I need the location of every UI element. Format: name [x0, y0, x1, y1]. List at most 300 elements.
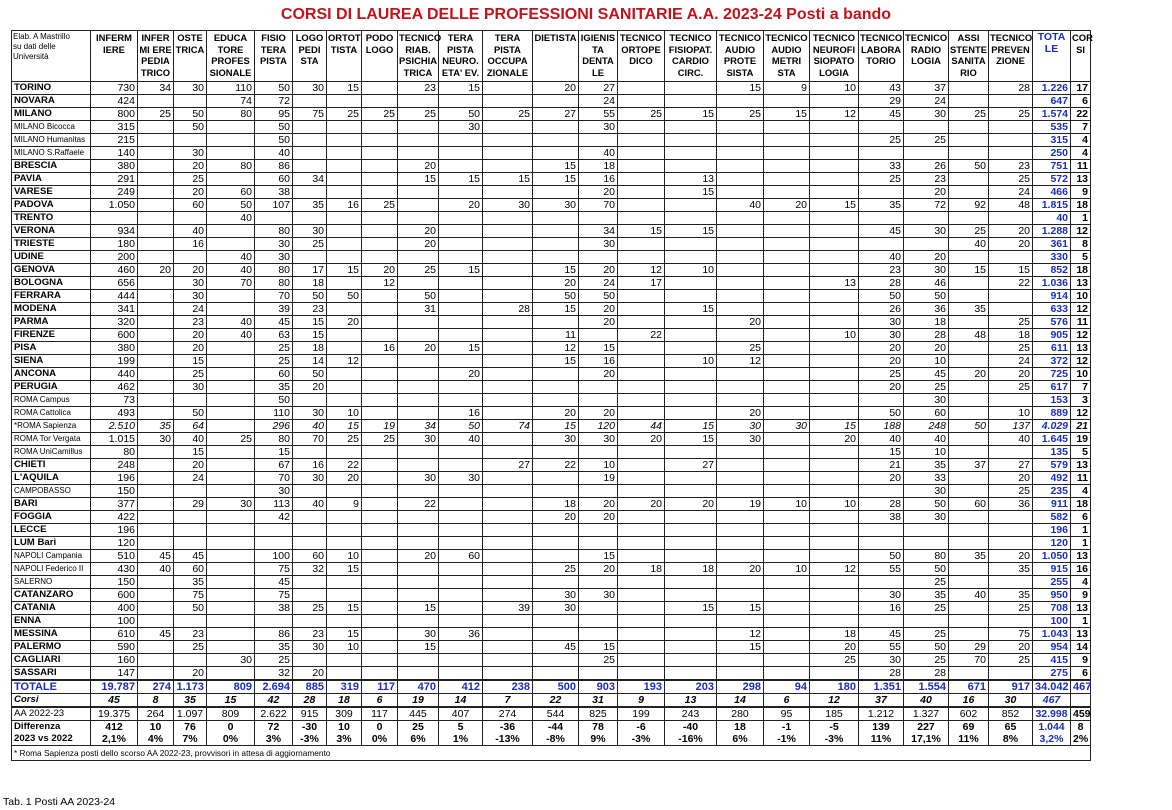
table-cell — [717, 589, 764, 602]
table-cell — [949, 472, 989, 485]
table-cell: 200 — [91, 251, 138, 264]
table-cell: 35 — [255, 381, 293, 394]
table-cell: 4 — [1071, 147, 1091, 160]
table-cell: 852 — [989, 707, 1033, 721]
table-cell: 10 — [810, 82, 859, 95]
table-cell — [483, 212, 533, 225]
table-cell — [665, 550, 717, 563]
row-label — [12, 459, 91, 472]
table-cell: 25 — [579, 654, 618, 667]
table-cell: 20 — [989, 550, 1033, 563]
table-cell: 24 — [904, 95, 949, 108]
table-cell — [483, 589, 533, 602]
table-cell — [618, 615, 665, 628]
table-cell — [293, 251, 327, 264]
table-cell: 16 — [362, 342, 398, 355]
table-cell — [138, 238, 174, 251]
table-cell: 602 — [949, 707, 989, 721]
table-cell: 16 — [327, 199, 362, 212]
table-cell: 28 — [483, 303, 533, 316]
table-cell — [665, 589, 717, 602]
table-cell: 25 — [904, 602, 949, 615]
table-cell: 610 — [91, 628, 138, 641]
table-cell: 16 — [949, 694, 989, 708]
table-row — [12, 134, 1091, 147]
table-cell — [665, 147, 717, 160]
table-cell: 45 — [859, 628, 904, 641]
table-cell — [293, 537, 327, 550]
table-cell: 915 — [1033, 563, 1071, 576]
row-label — [12, 342, 91, 355]
table-cell — [483, 147, 533, 160]
table-cell — [138, 316, 174, 329]
table-cell — [989, 511, 1033, 524]
table-row — [12, 368, 1091, 381]
table-cell — [362, 654, 398, 667]
table-cell — [665, 641, 717, 654]
table-cell — [138, 368, 174, 381]
table-cell: 20 — [717, 407, 764, 420]
table-cell: 4 — [1071, 485, 1091, 498]
table-cell — [439, 589, 483, 602]
table-cell: 15 — [439, 173, 483, 186]
table-cell: 20 — [717, 563, 764, 576]
table-cell: 15 — [949, 264, 989, 277]
table-cell: 15 — [665, 303, 717, 316]
table-cell: 20 — [174, 667, 207, 681]
table-cell — [579, 212, 618, 225]
table-cell: 25 — [255, 342, 293, 355]
table-row — [12, 511, 1091, 524]
table-cell — [138, 147, 174, 160]
table-cell — [579, 329, 618, 342]
table-cell: 40 — [207, 316, 255, 329]
row-label-text: PALERMO — [14, 641, 62, 652]
table-cell: 137 — [989, 420, 1033, 433]
table-cell: 94 — [764, 680, 810, 694]
table-row — [12, 641, 1091, 654]
table-row — [12, 82, 1091, 95]
table-cell — [362, 212, 398, 225]
table-cell — [665, 290, 717, 303]
table-cell — [717, 134, 764, 147]
table-cell — [174, 524, 207, 537]
table-cell: 33 — [904, 472, 949, 485]
table-cell — [949, 615, 989, 628]
table-cell — [618, 654, 665, 667]
table-cell — [859, 121, 904, 134]
table-cell — [138, 251, 174, 264]
table-cell: 1.044 3,2% — [1033, 721, 1071, 746]
table-row — [12, 108, 1091, 121]
table-cell — [618, 147, 665, 160]
table-cell: 444 — [91, 290, 138, 303]
table-cell: 15 — [327, 563, 362, 576]
row-label-text: PAVIA — [14, 173, 42, 184]
table-cell: 380 — [91, 342, 138, 355]
column-header: DIETISTA — [533, 31, 579, 82]
table-cell — [483, 485, 533, 498]
table-row — [12, 420, 1091, 433]
table-cell: 20 — [293, 381, 327, 394]
row-label — [12, 95, 91, 108]
table-cell — [810, 511, 859, 524]
table-cell — [362, 589, 398, 602]
table-cell: 30 — [904, 264, 949, 277]
row-label — [12, 694, 91, 708]
row-label-text: ROMA Campus — [14, 395, 70, 404]
table-cell — [579, 381, 618, 394]
row-label-text: CATANZARO — [14, 589, 74, 600]
table-cell — [949, 134, 989, 147]
table-cell — [362, 355, 398, 368]
table-cell: 15 — [579, 342, 618, 355]
table-cell: 50 — [439, 108, 483, 121]
table-cell — [949, 576, 989, 589]
table-cell: 28 — [293, 694, 327, 708]
table-cell — [533, 615, 579, 628]
table-cell: 25 — [904, 381, 949, 394]
table-cell: 15 — [398, 173, 439, 186]
table-cell: 10 — [579, 459, 618, 472]
table-cell: 13 — [1071, 277, 1091, 290]
table-cell — [618, 524, 665, 537]
table-cell: 25 — [362, 108, 398, 121]
table-cell: 14 — [717, 694, 764, 708]
table-cell — [717, 147, 764, 160]
row-label-text: MILANO Humanitas — [14, 135, 86, 144]
table-cell: 1.212 — [859, 707, 904, 721]
row-label — [12, 199, 91, 212]
table-cell: 42 — [255, 694, 293, 708]
table-cell: 20 — [533, 82, 579, 95]
table-cell: 11 — [533, 329, 579, 342]
table-cell — [439, 134, 483, 147]
table-cell — [138, 407, 174, 420]
table-cell: 3 — [1071, 394, 1091, 407]
table-cell: 9 — [618, 694, 665, 708]
table-cell: 30 — [174, 277, 207, 290]
table-cell: 75 — [293, 108, 327, 121]
table-cell — [362, 628, 398, 641]
table-cell — [398, 355, 439, 368]
table-cell: 298 — [717, 680, 764, 694]
table-cell — [362, 667, 398, 681]
table-cell: 27 — [665, 459, 717, 472]
table-cell: 25 — [904, 628, 949, 641]
table-cell: 10 — [989, 407, 1033, 420]
table-cell: 23 — [904, 173, 949, 186]
table-cell — [439, 355, 483, 368]
table-cell: 15 — [327, 420, 362, 433]
table-cell — [764, 641, 810, 654]
row-label-text: MILANO — [14, 108, 52, 119]
table-cell: 35 — [174, 576, 207, 589]
table-cell — [579, 628, 618, 641]
table-cell — [764, 290, 810, 303]
table-cell: 15 — [439, 264, 483, 277]
table-cell: 459 — [1071, 707, 1091, 721]
table-cell: 25 — [362, 199, 398, 212]
row-label — [12, 121, 91, 134]
table-cell: 330 — [1033, 251, 1071, 264]
table-cell — [138, 225, 174, 238]
row-label-text: ANCONA — [14, 368, 57, 379]
row-label-text: Corsi — [14, 694, 39, 705]
table-cell: 12 — [717, 628, 764, 641]
table-cell: 12 — [618, 264, 665, 277]
table-cell: 4 — [1071, 134, 1091, 147]
table-row — [12, 316, 1091, 329]
row-label-text: FERRARA — [14, 290, 61, 301]
table-cell: 25 — [989, 602, 1033, 615]
table-cell — [207, 524, 255, 537]
row-label — [12, 420, 91, 433]
table-cell: 10 — [810, 329, 859, 342]
table-cell — [362, 225, 398, 238]
table-cell — [533, 134, 579, 147]
table-row — [12, 251, 1091, 264]
table-cell — [810, 485, 859, 498]
table-cell — [904, 121, 949, 134]
table-cell: 20 — [174, 264, 207, 277]
table-cell: 113 — [255, 498, 293, 511]
row-label — [12, 173, 91, 186]
table-cell: 611 — [1033, 342, 1071, 355]
table-cell: 45 — [859, 225, 904, 238]
table-cell: 275 — [1033, 667, 1071, 681]
table-cell — [207, 667, 255, 681]
table-cell: 69 11% — [949, 721, 989, 746]
table-cell: 19 — [398, 694, 439, 708]
table-cell — [949, 381, 989, 394]
table-cell — [764, 342, 810, 355]
table-cell — [327, 251, 362, 264]
column-header: TOTA LE — [1033, 31, 1071, 82]
table-cell: 15 — [579, 641, 618, 654]
table-cell: 15 — [810, 199, 859, 212]
table-cell: 18 6% — [717, 721, 764, 746]
table-cell: 24 — [174, 303, 207, 316]
table-cell — [293, 212, 327, 225]
table-cell — [717, 238, 764, 251]
table-cell: 10 — [904, 355, 949, 368]
table-row — [12, 615, 1091, 628]
table-cell — [810, 459, 859, 472]
table-cell — [665, 82, 717, 95]
table-cell — [327, 589, 362, 602]
table-cell: 50 — [174, 602, 207, 615]
table-cell — [810, 602, 859, 615]
table-cell: 203 — [665, 680, 717, 694]
table-cell — [439, 511, 483, 524]
row-label-text: MESSINA — [14, 628, 58, 639]
table-cell — [717, 472, 764, 485]
row-label-text: VERONA — [14, 225, 56, 236]
table-cell: 934 — [91, 225, 138, 238]
table-cell: 25 — [255, 654, 293, 667]
table-cell: 140 — [91, 147, 138, 160]
table-cell — [579, 134, 618, 147]
table-cell: 30 — [904, 108, 949, 121]
table-cell — [579, 667, 618, 681]
table-cell — [764, 615, 810, 628]
table-cell — [327, 654, 362, 667]
table-cell — [579, 524, 618, 537]
table-cell: 25 — [327, 108, 362, 121]
table-cell: 117 — [362, 680, 398, 694]
table-cell: 5 1% — [439, 721, 483, 746]
table-cell — [665, 212, 717, 225]
table-cell: -5 -3% — [810, 721, 859, 746]
table-cell: 20 — [579, 303, 618, 316]
table-cell — [764, 394, 810, 407]
table-cell: 70 — [949, 654, 989, 667]
table-cell: 950 — [1033, 589, 1071, 602]
table-row — [12, 95, 1091, 108]
table-cell — [362, 238, 398, 251]
table-cell: 15 — [483, 173, 533, 186]
table-cell — [362, 82, 398, 95]
table-cell — [398, 394, 439, 407]
table-cell — [717, 212, 764, 225]
table-cell: 80 — [904, 550, 949, 563]
table-row — [12, 550, 1091, 563]
table-cell — [207, 485, 255, 498]
table-cell — [398, 459, 439, 472]
table-cell: 28 — [859, 667, 904, 681]
table-cell: 22 — [533, 694, 579, 708]
table-cell — [764, 186, 810, 199]
table-cell: 20 — [174, 329, 207, 342]
table-cell — [764, 303, 810, 316]
table-cell: 30 — [174, 381, 207, 394]
table-cell — [483, 407, 533, 420]
table-cell — [665, 576, 717, 589]
table-cell: 24 — [989, 186, 1033, 199]
table-cell: 50 — [904, 563, 949, 576]
table-cell: 30 — [255, 251, 293, 264]
table-cell — [207, 446, 255, 459]
row-label-text: ROMA Tor Vergata — [14, 434, 81, 443]
table-cell — [533, 121, 579, 134]
table-cell: 24 — [579, 277, 618, 290]
table-cell — [717, 303, 764, 316]
table-cell: 23 — [989, 160, 1033, 173]
table-cell: 809 — [207, 707, 255, 721]
table-cell: 37 — [949, 459, 989, 472]
table-cell — [174, 615, 207, 628]
table-cell — [398, 446, 439, 459]
table-cell: 25 — [717, 108, 764, 121]
table-cell — [949, 277, 989, 290]
table-cell: 0 0% — [207, 721, 255, 746]
table-cell — [665, 277, 717, 290]
table-cell: 20 — [533, 511, 579, 524]
column-header: TECNICO PREVEN ZIONE — [989, 31, 1033, 82]
table-cell — [293, 95, 327, 108]
table-cell: 50 — [904, 290, 949, 303]
table-cell — [327, 511, 362, 524]
table-cell: 372 — [1033, 355, 1071, 368]
table-cell: 80 — [255, 277, 293, 290]
table-cell: 50 — [255, 394, 293, 407]
table-cell: 15 — [398, 641, 439, 654]
table-cell — [764, 251, 810, 264]
table-cell: 22 — [398, 498, 439, 511]
table-row — [12, 472, 1091, 485]
column-header: INFERM IERE — [91, 31, 138, 82]
table-cell: 45 — [138, 628, 174, 641]
table-cell — [362, 472, 398, 485]
table-cell: 20 — [439, 199, 483, 212]
table-cell: 15 — [764, 108, 810, 121]
table-cell — [904, 524, 949, 537]
table-cell — [138, 498, 174, 511]
table-cell: 30 — [174, 290, 207, 303]
table-cell: 36 — [989, 498, 1033, 511]
table-cell: 34 — [579, 225, 618, 238]
table-cell — [717, 264, 764, 277]
table-cell — [138, 290, 174, 303]
table-cell — [439, 316, 483, 329]
row-label — [12, 433, 91, 446]
table-cell — [293, 446, 327, 459]
table-cell — [483, 264, 533, 277]
table-cell — [483, 368, 533, 381]
table-cell: 23 — [174, 628, 207, 641]
table-cell: 30 — [293, 641, 327, 654]
table-cell: 30 — [293, 225, 327, 238]
table-cell: 35 — [138, 420, 174, 433]
table-cell — [989, 524, 1033, 537]
table-cell: 20 — [579, 186, 618, 199]
table-cell — [398, 589, 439, 602]
table-cell: 25 — [810, 654, 859, 667]
table-cell — [989, 121, 1033, 134]
table-cell: 15 — [398, 602, 439, 615]
table-cell — [618, 628, 665, 641]
table-row — [12, 459, 1091, 472]
table-cell: 23 — [293, 628, 327, 641]
table-cell — [949, 95, 989, 108]
table-cell: 917 — [989, 680, 1033, 694]
table-cell: 20 — [579, 264, 618, 277]
table-cell: 16 — [859, 602, 904, 615]
table-cell: 45 — [138, 550, 174, 563]
table-cell: 45 — [174, 550, 207, 563]
row-label — [12, 238, 91, 251]
table-cell: 30 — [904, 225, 949, 238]
table-cell: 30 — [439, 121, 483, 134]
table-cell — [483, 316, 533, 329]
table-cell — [327, 368, 362, 381]
table-cell: 1.645 — [1033, 433, 1071, 446]
table-cell — [483, 82, 533, 95]
column-header: PODO LOGO — [362, 31, 398, 82]
table-cell: 196 — [91, 472, 138, 485]
row-label — [12, 147, 91, 160]
table-cell: 30 — [293, 407, 327, 420]
table-cell — [989, 147, 1033, 160]
table-cell: 1.173 — [174, 680, 207, 694]
row-label-text: MILANO Bicocca — [14, 122, 75, 131]
column-header: LOGO PEDI STA — [293, 31, 327, 82]
table-cell — [362, 381, 398, 394]
table-cell — [362, 524, 398, 537]
table-cell: 15 — [327, 82, 362, 95]
table-cell — [618, 212, 665, 225]
